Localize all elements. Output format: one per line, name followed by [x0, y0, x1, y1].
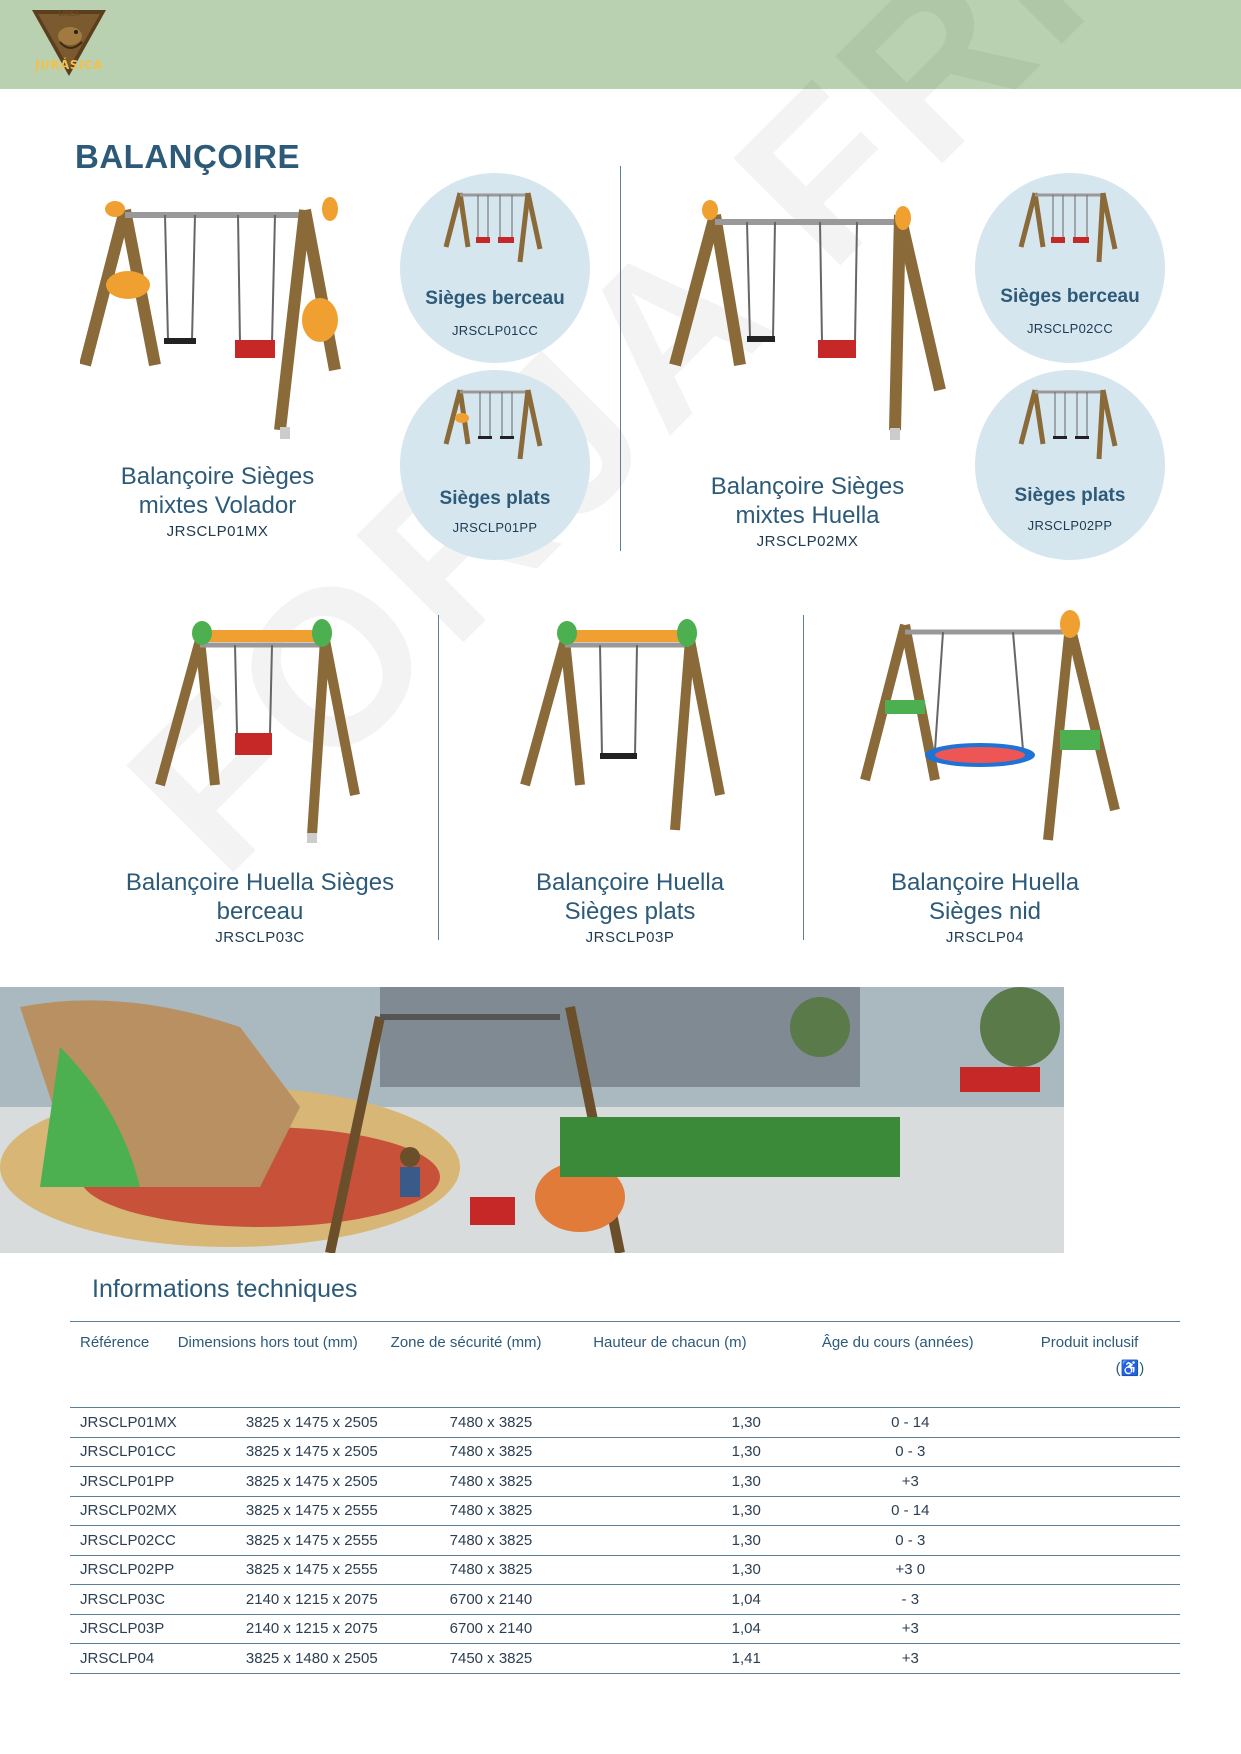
cell-safety-zone: 7450 x 3825 [390, 1644, 593, 1674]
product-label [90, 868, 430, 946]
cell-reference: JRSCLP03P [70, 1614, 177, 1644]
cell-age: +3 [821, 1614, 1040, 1644]
table-row [70, 1614, 1180, 1644]
product-name: Balançoire Huella [535, 869, 725, 896]
cell-safety-zone: 7480 x 3825 [390, 1496, 593, 1526]
cell-height: 1,30 [592, 1408, 821, 1438]
cell-safety-zone: 7480 x 3825 [390, 1467, 593, 1497]
swing-thumbnail [1015, 384, 1125, 464]
cell-age: 0 - 14 [821, 1496, 1040, 1526]
swing-image [515, 615, 735, 845]
cell-reference: JRSCLP02CC [70, 1526, 177, 1556]
cell-height: 1,30 [592, 1437, 821, 1467]
logo-text: JURÁSICA [35, 58, 103, 72]
product-ref: JRSCLP03C [215, 929, 305, 946]
table-row [70, 1585, 1180, 1615]
cell-reference: JRSCLP04 [70, 1644, 177, 1674]
section-title: BALANÇOIRE [75, 138, 300, 175]
cell-age: - 3 [821, 1585, 1040, 1615]
swing-thumbnail [1015, 187, 1125, 267]
cell-inclusive [1040, 1467, 1180, 1497]
cell-height: 1,30 [592, 1496, 821, 1526]
table-row [70, 1644, 1180, 1674]
table-row [70, 1467, 1180, 1497]
cell-height: 1,30 [592, 1526, 821, 1556]
cell-dimensions: 2140 x 1215 x 2075 [177, 1585, 390, 1615]
cell-age: 0 - 3 [821, 1526, 1040, 1556]
variant-name: Sièges berceau [1000, 286, 1140, 307]
product-ref: JRSCLP01MX [166, 523, 269, 540]
cell-height: 1,30 [592, 1555, 821, 1585]
cell-reference: JRSCLP02MX [70, 1496, 177, 1526]
header-dimensions: Dimensions hors tout (mm) [177, 1322, 390, 1408]
product-name: mixtes Huella [735, 502, 880, 529]
cell-dimensions: 2140 x 1215 x 2075 [177, 1614, 390, 1644]
cell-age: +3 0 [821, 1555, 1040, 1585]
variant-circle [400, 173, 590, 363]
cell-height: 1,04 [592, 1614, 821, 1644]
cell-reference: JRSCLP02PP [70, 1555, 177, 1585]
swing-image [80, 195, 380, 445]
header-bar [0, 0, 1241, 89]
cell-inclusive [1040, 1437, 1180, 1467]
cell-height: 1,30 [592, 1467, 821, 1497]
variant-circle [975, 173, 1165, 363]
swing-image [855, 610, 1135, 850]
product-ref: JRSCLP03P [585, 929, 675, 946]
cell-inclusive [1040, 1408, 1180, 1438]
variant-name: Sièges plats [439, 488, 551, 509]
cell-age: 0 - 14 [821, 1408, 1040, 1438]
divider [620, 166, 621, 551]
divider [438, 615, 439, 940]
header-inclusive-label: Produit inclusif [1040, 1334, 1139, 1351]
cell-dimensions: 3825 x 1475 x 2555 [177, 1496, 390, 1526]
table-header-row [70, 1322, 1180, 1408]
cell-safety-zone: 6700 x 2140 [390, 1614, 593, 1644]
cell-safety-zone: 7480 x 3825 [390, 1526, 593, 1556]
cell-reference: JRSCLP01CC [70, 1437, 177, 1467]
swing-image [150, 615, 370, 845]
swing-thumbnail [440, 187, 550, 267]
cell-dimensions: 3825 x 1475 x 2505 [177, 1408, 390, 1438]
playground-scene-image [0, 987, 1064, 1253]
swing-image [665, 200, 965, 450]
product-ref: JRSCLP04 [945, 929, 1025, 946]
cell-inclusive [1040, 1496, 1180, 1526]
cell-age: +3 [821, 1467, 1040, 1497]
cell-reference: JRSCLP01PP [70, 1467, 177, 1497]
cell-safety-zone: 7480 x 3825 [390, 1408, 593, 1438]
header-age: Âge du cours (années) [821, 1322, 1040, 1408]
product-label [80, 462, 355, 540]
table-row [70, 1526, 1180, 1556]
cell-safety-zone: 7480 x 3825 [390, 1437, 593, 1467]
cell-inclusive [1040, 1526, 1180, 1556]
cell-safety-zone: 6700 x 2140 [390, 1585, 593, 1615]
variant-name: Sièges plats [1014, 485, 1126, 506]
product-ref: JRSCLP02MX [756, 533, 859, 550]
cell-safety-zone: 7480 x 3825 [390, 1555, 593, 1585]
cell-inclusive [1040, 1585, 1180, 1615]
table-row [70, 1496, 1180, 1526]
cell-height: 1,04 [592, 1585, 821, 1615]
header-inclusive [1040, 1322, 1180, 1408]
swing-thumbnail [440, 384, 550, 464]
product-name: Balançoire Huella Sièges [125, 869, 395, 896]
cell-age: +3 [821, 1644, 1040, 1674]
table-row [70, 1555, 1180, 1585]
cell-reference: JRSCLP01MX [70, 1408, 177, 1438]
product-label [670, 472, 945, 550]
cell-inclusive [1040, 1644, 1180, 1674]
logo-top-text: LINEA [58, 11, 80, 18]
product-name: Sièges nid [928, 898, 1042, 925]
cell-dimensions: 3825 x 1475 x 2505 [177, 1437, 390, 1467]
cell-dimensions: 3825 x 1480 x 2505 [177, 1644, 390, 1674]
variant-ref: JRSCLP01CC [451, 323, 539, 338]
variant-ref: JRSCLP02CC [1026, 321, 1114, 336]
variant-ref: JRSCLP02PP [1027, 518, 1113, 533]
divider [803, 615, 804, 940]
header-reference: Référence [70, 1322, 177, 1408]
variant-ref: JRSCLP01PP [452, 520, 538, 535]
product-name: Sièges plats [564, 898, 696, 925]
product-name: berceau [216, 898, 304, 925]
cell-dimensions: 3825 x 1475 x 2555 [177, 1555, 390, 1585]
header-safety-zone: Zone de sécurité (mm) [390, 1322, 593, 1408]
cell-inclusive [1040, 1555, 1180, 1585]
table-row [70, 1408, 1180, 1438]
product-label [490, 868, 770, 946]
header-height: Hauteur de chacun (m) [592, 1322, 821, 1408]
tech-table [70, 1321, 1180, 1674]
product-name: Balançoire Sièges [710, 473, 905, 500]
wheelchair-icon: (♿) [1115, 1360, 1145, 1377]
product-label [845, 868, 1125, 946]
variant-circle [975, 370, 1165, 560]
variant-circle [400, 370, 590, 560]
product-name: Balançoire Sièges [120, 463, 315, 490]
variant-name: Sièges berceau [425, 288, 565, 309]
cell-age: 0 - 3 [821, 1437, 1040, 1467]
cell-dimensions: 3825 x 1475 x 2555 [177, 1526, 390, 1556]
cell-reference: JRSCLP03C [70, 1585, 177, 1615]
tech-info-title: Informations techniques [92, 1275, 358, 1303]
cell-height: 1,41 [592, 1644, 821, 1674]
cell-dimensions: 3825 x 1475 x 2505 [177, 1467, 390, 1497]
product-name: Balançoire Huella [890, 869, 1080, 896]
product-name: mixtes Volador [138, 492, 297, 519]
table-row [70, 1437, 1180, 1467]
logo [30, 8, 108, 80]
cell-inclusive [1040, 1614, 1180, 1644]
